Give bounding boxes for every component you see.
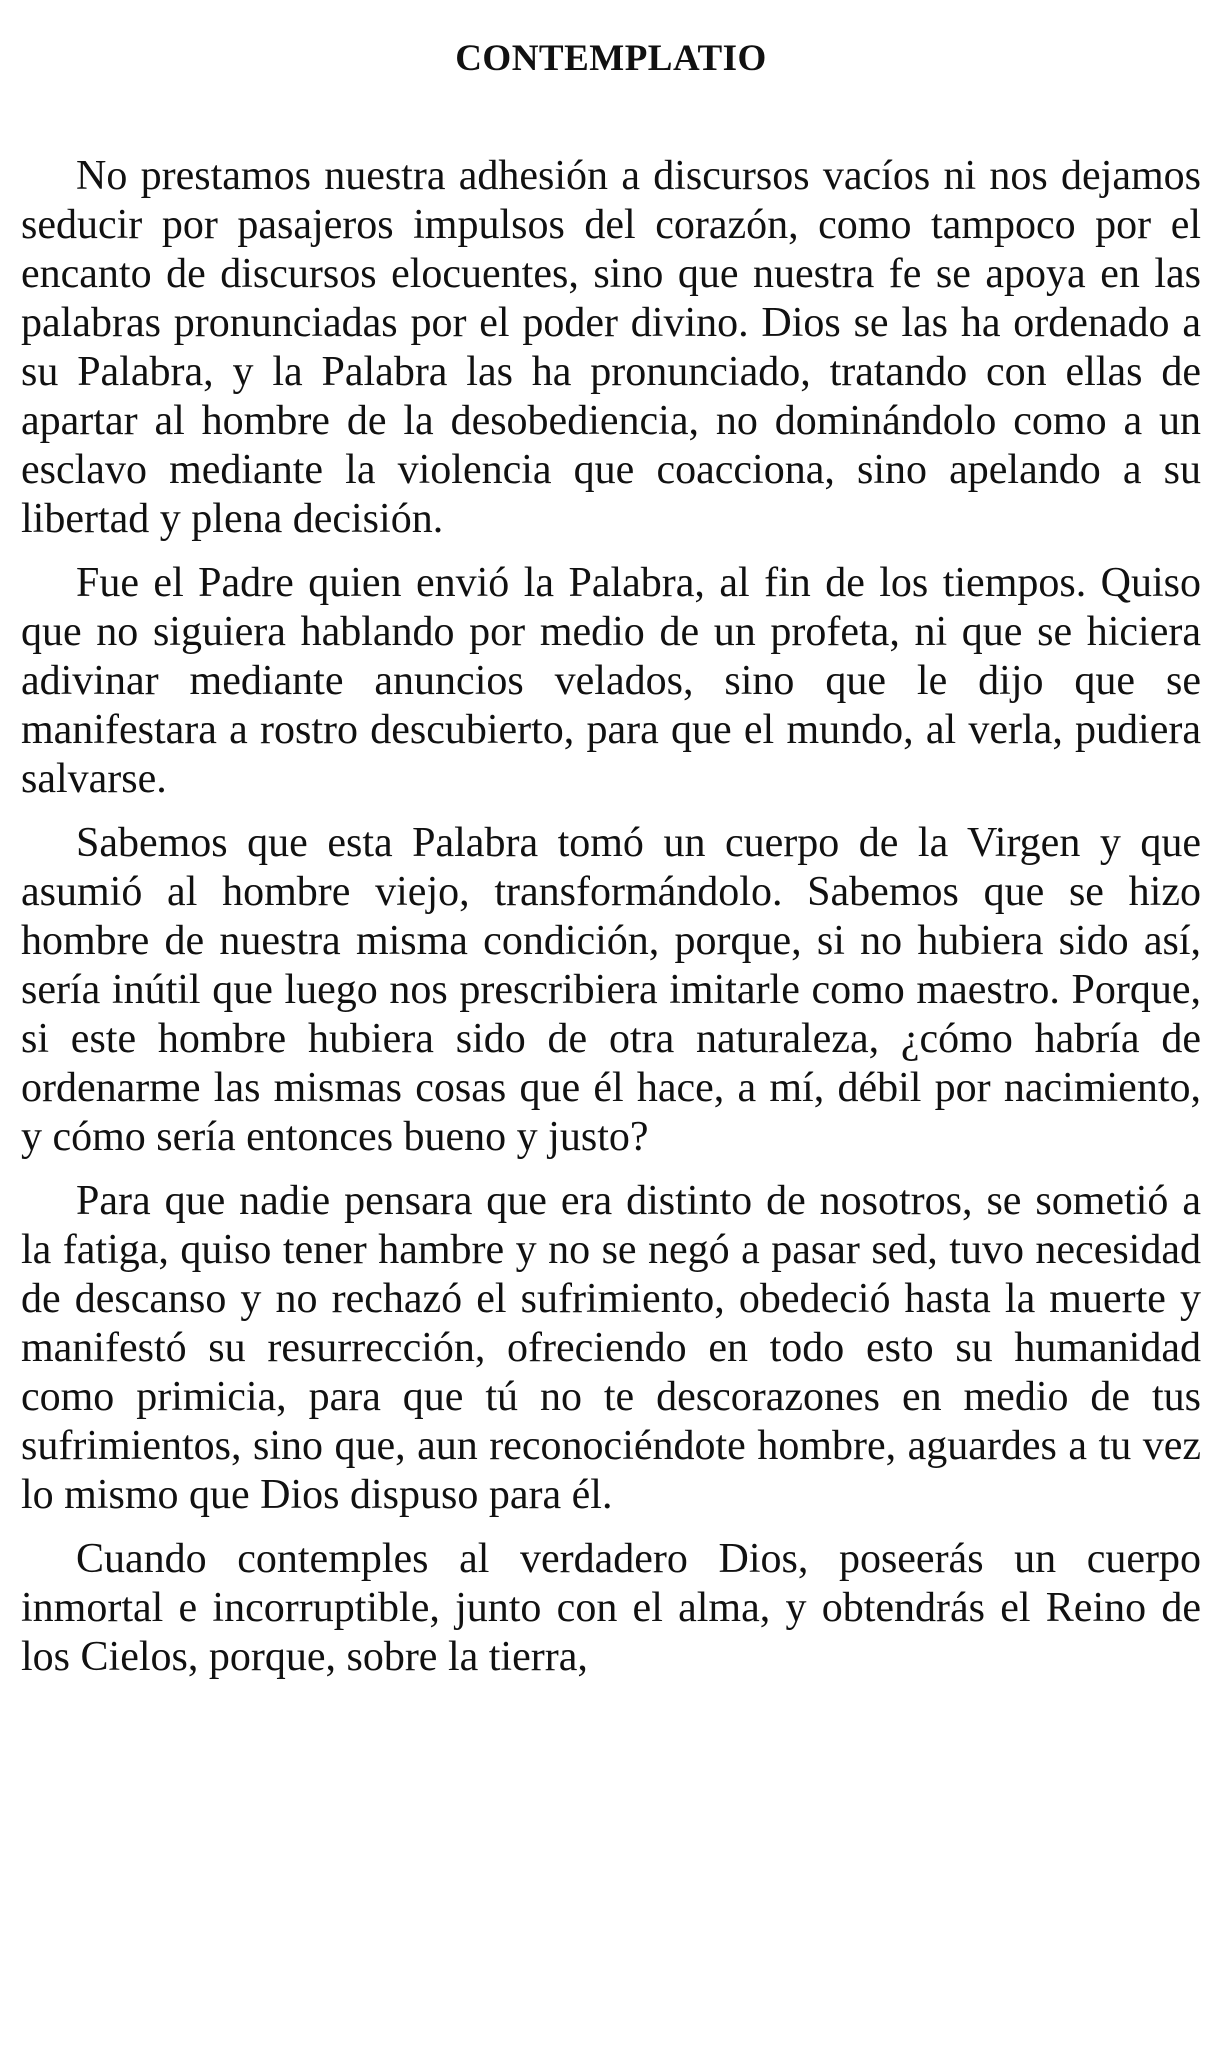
document-page <box>21 40 1201 1697</box>
paragraph-3: Sabemos que esta Palabra tomó un cuerpo de la Virgen y que asumió al hombre viejo, transformándolo. Sabemos que se hizo hombre de nuestra misma condición, porque, si no hubiera sido así, sería inútil que luego nos prescribiera imitarle como maestro. Porque, si este hombre hubiera sido de otra naturaleza, ¿cómo habría de ordenarme las mismas cosas que él hace, a mí, débil por nacimiento, y cómo sería entonces bueno y justo? <box>21 820 1201 1160</box>
paragraph-4: Para que nadie pensara que era distinto de nosotros, se sometió a la fatiga, quiso tener hambre y no se negó a pasar sed, tuvo necesidad de descanso y no rechazó el sufrimiento, obedeció hasta la muerte y manifestó su resurrección, ofreciendo en todo esto su humanidad como primicia, para que tú no te descorazones en medio de tus sufrimientos, sino que, aun reconociéndote hombre, aguardes a tu vez lo mismo que Dios dispuso para él. <box>21 1178 1201 1518</box>
paragraph-1: No prestamos nuestra adhesión a discursos vacíos ni nos dejamos seducir por pasajeros impulsos del corazón, como tampoco por el encanto de discursos elocuentes, sino que nuestra fe se apoya en las palabras pronunciadas por el poder divino. Dios se las ha ordenado a su Palabra, y la Palabra las ha pronunciado, tratando con ellas de apartar al hombre de la desobediencia, no dominándolo como a un esclavo mediante la violencia que coacciona, sino apelando a su libertad y plena decisión. <box>21 153 1201 542</box>
page-title: CONTEMPLATIO <box>455 38 767 79</box>
paragraph-2: Fue el Padre quien envió la Palabra, al fin de los tiempos. Quiso que no siguiera hablando por medio de un profeta, ni que se hiciera adivinar mediante anuncios velados, sino que le dijo que se manifestara a rostro descubierto, para que el mundo, al verla, pudiera salvarse. <box>21 560 1201 802</box>
paragraph-5: Cuando contemples al verdadero Dios, poseerás un cuerpo inmortal e incorruptible, junto con el alma, y obtendrás el Reino de los Cielos, porque, sobre la tierra, <box>21 1536 1201 1680</box>
